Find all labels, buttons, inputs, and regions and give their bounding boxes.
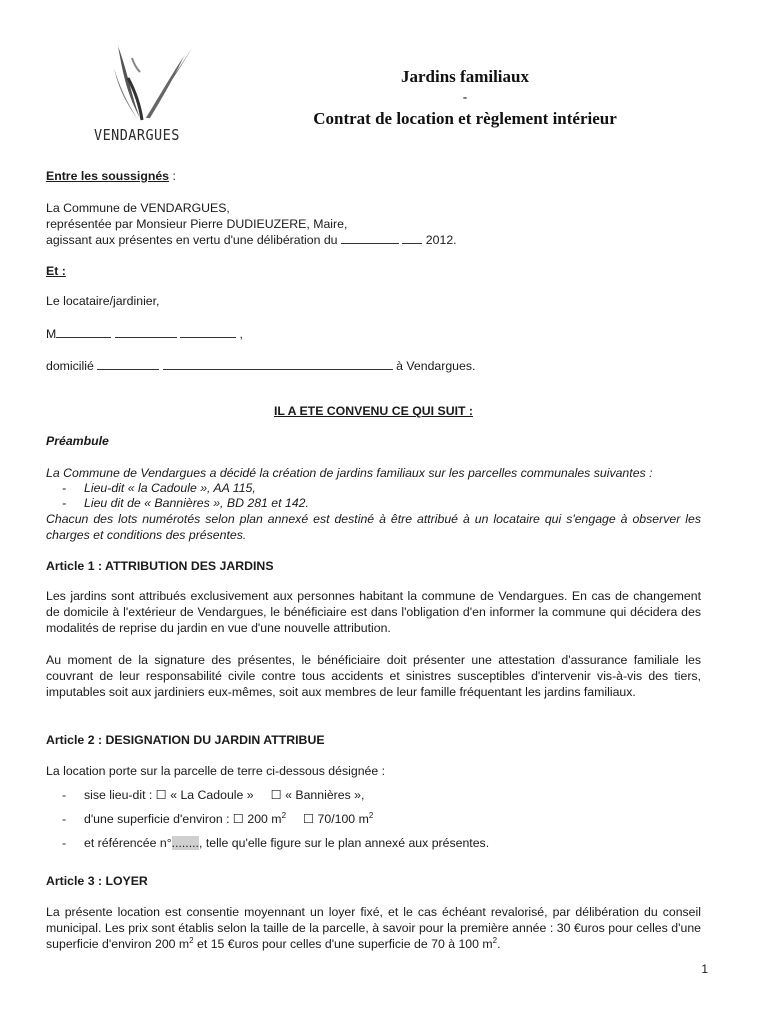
area-option-70-100: ☐ 70/100 m	[286, 812, 369, 827]
commune-line: représentée par Monsieur Pierre DUDIEUZERE, Maire,	[46, 217, 348, 232]
article2-intro: La location porte sur la parcelle de terre ci-dessous désignée :	[46, 764, 386, 778]
preambule-title: Préambule	[46, 434, 109, 448]
superscript: 2	[189, 936, 194, 946]
reference-suffix: , telle qu'elle figure sur le plan annexé aux présentes.	[198, 836, 490, 850]
article2-item-location: - sise lieu-dit : ☐ « La Cadoule » ☐ « Bannières »,	[62, 788, 365, 802]
preambule-intro: La Commune de Vendargues a décidé la création de jardins familiaux sur les parcelles communales suivantes :	[46, 466, 653, 480]
reference-prefix: et référencée n°	[84, 836, 172, 850]
preambule-item: - Lieu dit de « Bannières », BD 281 et 142.	[62, 496, 309, 510]
area-option-200: d'une superficie d'environ : ☐ 200 m	[84, 812, 282, 827]
preambule-closing: Chacun des lots numérotés selon plan annexé est destiné à être attribué à un locataire qui s'engage à observer les charges et conditions des présentes.	[46, 512, 701, 543]
commune-block	[46, 200, 701, 249]
logo-text: VENDARGUES	[94, 126, 180, 144]
m-suffix: ,	[239, 327, 243, 341]
document-title: Jardins familiaux	[401, 67, 529, 86]
location-options: sise lieu-dit : ☐ « La Cadoule » ☐ « Bannières »,	[84, 788, 365, 802]
name-blank-line	[115, 336, 177, 338]
preambule-item-text: Lieu-dit « la Cadoule », AA 115,	[84, 481, 256, 495]
name-blank-line	[180, 336, 236, 338]
vendargues-logo	[88, 38, 208, 148]
parties-heading-text: Entre les soussignés	[46, 169, 170, 183]
and-heading	[46, 263, 701, 279]
article3-text: .	[497, 937, 501, 952]
article3-title: Article 3 : LOYER	[46, 874, 148, 888]
address-blank-line	[163, 368, 393, 370]
domicile-prefix: domicilié	[46, 359, 94, 373]
preambule-item: - Lieu-dit « la Cadoule », AA 115,	[62, 481, 256, 495]
agreed-heading	[46, 403, 701, 419]
agreed-text: IL A ETE CONVENU CE QUI SUIT :	[273, 404, 474, 418]
m-prefix: M	[46, 327, 57, 341]
article3-text: La présente location est consentie moyennant un loyer fixé, et le cas échéant revalorisé, par délibération du conseil municipal. Les prix sont établis selon la taille de la parcelle, à savoir pour la première année : 30 €uros pour celles d'une superficie d'environ 200 m	[46, 905, 701, 952]
preambule-item-text: Lieu dit de « Bannières », BD 281 et 142.	[84, 496, 309, 510]
commune-line: La Commune de VENDARGUES,	[46, 201, 230, 215]
deliberation-text: agissant aux présentes en vertu d'une délibération du	[46, 233, 338, 248]
reference-blank: ........	[171, 836, 199, 850]
date-blank-line	[341, 242, 399, 244]
and-heading-text: Et :	[46, 264, 66, 278]
page-number: 1	[701, 962, 708, 976]
commune-line-deliberation	[46, 232, 701, 248]
superscript: 2	[492, 936, 498, 946]
article3-paragraph	[46, 904, 701, 953]
leaf-logo-icon	[88, 38, 208, 128]
locataire-label: Le locataire/jardinier,	[46, 294, 160, 308]
article2-item-area: - d'une superficie d'environ : ☐ 200 $m^2$ ☐ 70/100 $m^2$	[62, 811, 374, 827]
superscript: 2	[368, 811, 374, 820]
article1-title: Article 1 : ATTRIBUTION DES JARDINS	[46, 559, 274, 573]
article3-text: et 15 €uros pour celles d'une superficie de 70 à 100 m	[193, 937, 493, 952]
superscript: 2	[281, 811, 287, 820]
article2-item-reference: - et référencée n°........, telle qu'elle figure sur le plan annexé aux présentes.	[62, 836, 490, 850]
name-blank-line	[56, 336, 111, 338]
tenant-name-line	[46, 326, 701, 342]
date-blank-line	[402, 242, 422, 244]
domicile-suffix: à Vendargues.	[396, 359, 476, 373]
article1-paragraph: Au moment de la signature des présentes, le bénéficiaire doit présenter une attestation d'assurance familiale les couvrant de leur responsabilité civile contre tous accidents et sinistres susceptibles d'intervenir vis-à-vis des tiers, imputables soit aux jardiniers eux-mêmes, soit aux membres de leur famille fréquentant les jardins familiaux.	[46, 653, 701, 700]
article1-paragraph: Les jardins sont attribués exclusivement aux personnes habitant la commune de Vendargues. En cas de changement de domicile à l'extérieur de Vendargues, le bénéficiaire est dans l'obligation d'en informer la commune qui décidera des modalités de reprise du jardin en vue d'une nouvelle attribution.	[46, 589, 701, 636]
address-blank-line	[97, 368, 159, 370]
year-text: 2012.	[425, 233, 457, 248]
parties-heading-suffix: :	[169, 169, 176, 183]
article2-title: Article 2 : DESIGNATION DU JARDIN ATTRIBUE	[46, 733, 325, 747]
document-subtitle: Contrat de location et règlement intérieur	[313, 109, 617, 128]
title-separator: -	[462, 89, 468, 104]
domicile-line	[46, 358, 701, 374]
parties-heading	[46, 168, 701, 184]
